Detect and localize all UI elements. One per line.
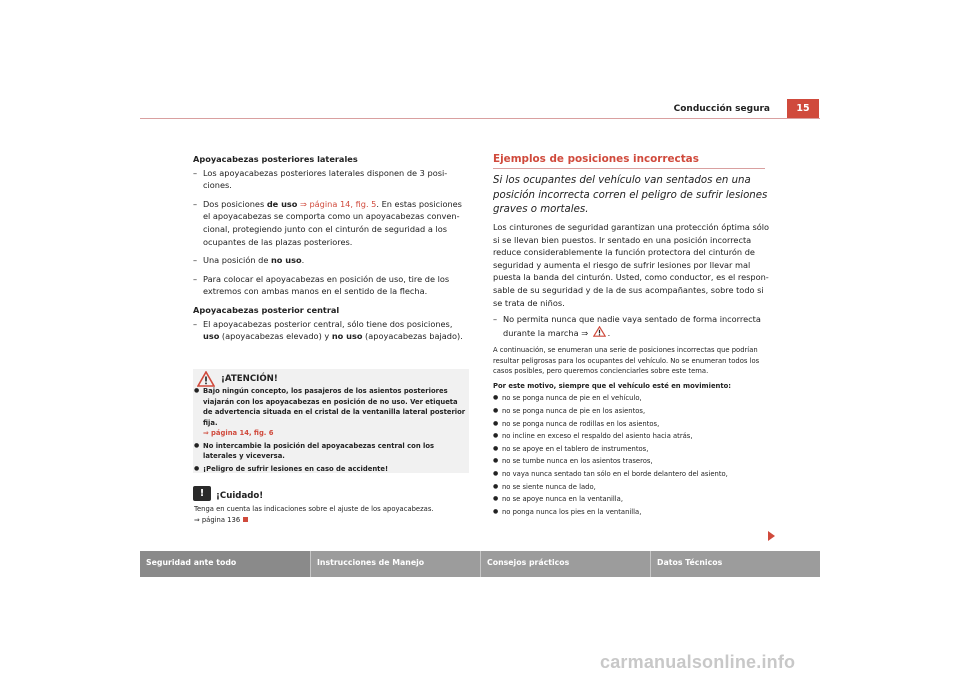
list-item: – Una posición de no uso. xyxy=(193,255,305,266)
list-item: ● ¡Peligro de sufrir lesiones en caso de accidente! xyxy=(194,464,467,475)
list-item: – Dos posiciones de uso ⇒ página 14, fig. 5. En estas posiciones el apoyacabezas se comporta como un apoyacabezas conven-cional, protegiendo junto con el cinturón de seguridad a los ocupantes de las plazas posteriores. xyxy=(193,198,462,247)
list-item: – Para colocar el apoyacabezas en posición de uso, tire de los extremos con ambas manos en el sentido de la flecha. xyxy=(193,273,450,297)
warning-body xyxy=(194,386,467,474)
next-page-arrow-icon[interactable] xyxy=(768,531,775,541)
page-link-fig5[interactable]: ⇒ página 14, fig. 5 xyxy=(297,198,377,209)
warning-triangle-icon xyxy=(593,326,606,337)
footer-nav xyxy=(140,551,820,577)
list-item: – El apoyacabezas posterior central, sólo tiene dos posiciones, uso (apoyacabezas elevado) y no uso (apoyacabezas bajado). xyxy=(193,318,463,342)
list-item: ● no se ponga nunca de rodillas en los asientos, xyxy=(493,418,770,431)
end-marker xyxy=(243,517,248,522)
list-item: ● no se apoye nunca en la ventanilla, xyxy=(493,493,770,506)
list-item: ● no se siente nunca de lado, xyxy=(493,481,770,494)
list-item: ● no se ponga nunca de pie en los asientos, xyxy=(493,405,770,418)
running-header-title: Conducción segura xyxy=(673,104,770,114)
list-item: ● no se ponga nunca de pie en el vehículo, xyxy=(493,392,770,405)
right-body xyxy=(493,221,770,518)
list-item: ● no ponga nunca los pies en la ventanilla, xyxy=(493,506,770,519)
body-paragraph: Los cinturones de seguridad garantizan una protección óptima sólo si se llevan bien puestos. Ir sentado en una posición incorrecta reduce considerablemente la función protectora del cinturón de seguridad y aumenta el riesgo de sufrir lesiones por llevar mal puesta la banda del cinturón. Usted, como conductor, es el respon-sable de su seguridad y de la de sus acompañantes, sobre todo si se trata de niños. xyxy=(493,222,770,308)
list-item: ● No intercambie la posición del apoyacabezas central con los laterales y viceversa. xyxy=(194,441,467,462)
warning-title: ¡ATENCIÓN! xyxy=(221,374,278,384)
watermark: carmanualsonline.info xyxy=(600,652,796,672)
page-number: 15 xyxy=(787,99,819,119)
caution-body: Tenga en cuenta las indicaciones sobre el ajuste de los apoyacabezas. ⇒ página 136 xyxy=(194,505,434,524)
caution-icon: ! xyxy=(193,486,211,501)
footer-tab-instrucciones[interactable]: Instrucciones de Manejo xyxy=(317,558,425,567)
left-column xyxy=(193,153,471,349)
list-item: – Los apoyacabezas posteriores laterales disponen de 3 posi-ciones. xyxy=(193,167,448,191)
section-heading-lateral: Apoyacabezas posteriores laterales xyxy=(193,154,358,164)
bullet-list xyxy=(493,392,770,518)
warning-triangle-icon xyxy=(197,371,215,387)
footer-tab-seguridad[interactable]: Seguridad ante todo xyxy=(140,551,310,577)
list-item: – No permita nunca que nadie vaya sentado de forma incorrecta durante la marcha ⇒ . xyxy=(493,314,761,338)
section-heading-incorrect-positions: Ejemplos de posiciones incorrectas xyxy=(493,153,699,165)
bold-lead-line: Por este motivo, siempre que el vehículo esté en movimiento: xyxy=(493,381,732,390)
list-item: ● no se apoye en el tablero de instrumentos, xyxy=(493,443,770,456)
list-item: ● no se tumbe nunca en los asientos traseros, xyxy=(493,455,770,468)
page-link-fig6[interactable]: ⇒ página 14, fig. 6 xyxy=(203,429,274,437)
list-item: ● Bajo ningún concepto, los pasajeros de los asientos posteriores viajarán con los apoyacabezas en posición de no uso. Ver etiqueta de advertencia situada en el cristal de la ventanilla lateral posterior fija. ⇒ página 14, fig. 6 xyxy=(194,386,467,439)
small-paragraph: A continuación, se enumeran una serie de posiciones incorrectas que podrían resultar peligrosas para los ocupantes del vehículo. No se enumeran todos los casos posibles, pero queremos concienciarles sobre este tema. xyxy=(493,346,760,376)
page-link-136[interactable]: ⇒ página 136 xyxy=(194,515,241,524)
footer-tab-consejos[interactable]: Consejos prácticos xyxy=(487,558,570,567)
footer-tab-datos[interactable]: Datos Técnicos xyxy=(657,558,723,567)
lead-paragraph: Si los ocupantes del vehículo van sentados en una posición incorrecta corren el peligro de sufrir lesiones graves o mortales. xyxy=(493,175,768,216)
list-item: ● no vaya nunca sentado tan sólo en el borde delantero del asiento, xyxy=(493,468,770,481)
section-heading-central: Apoyacabezas posterior central xyxy=(193,304,340,315)
header-rule xyxy=(140,118,820,119)
heading-rule xyxy=(493,168,765,169)
list-item: ● no incline en exceso el respaldo del asiento hacia atrás, xyxy=(493,430,770,443)
caution-title: ¡Cuidado! xyxy=(216,491,264,501)
